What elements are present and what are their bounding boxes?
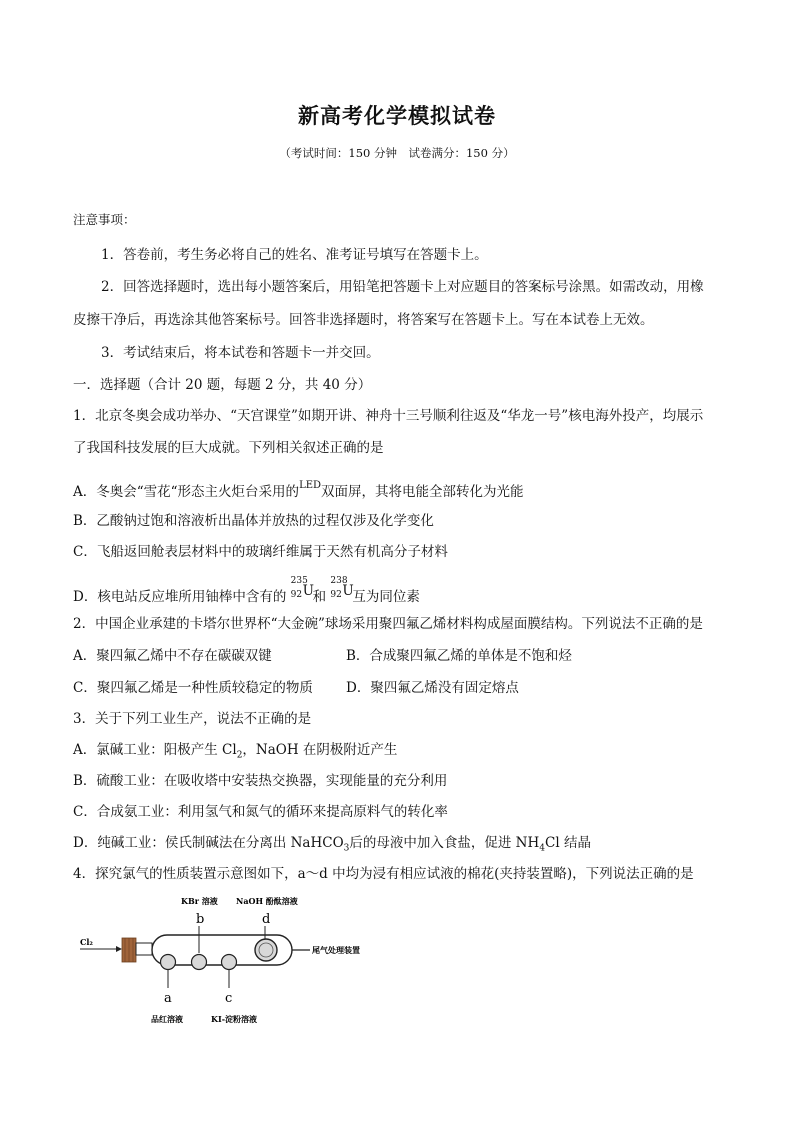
q2-option-c: C．聚四氟乙烯是一种性质较稳定的物质 [73,680,313,696]
q2-option-d: D．聚四氟乙烯没有固定熔点 [346,680,519,696]
tail-gas-label: 尾气处理装置 [312,945,360,955]
q2-stem: 2．中国企业承建的卡塔尔世界杯“大金碗”球场采用聚四氟乙烯材料构成屋面膜结构。下列说法不正确的是 [73,616,703,632]
subscript: 3 [343,843,350,854]
notice-item-2-line-1: 2．回答选择题时，选出每小题答案后，用铅笔把答题卡上对应题目的答案标号涂黑。如需改动，用橡 [101,279,704,295]
notice-heading: 注意事项： [73,212,136,227]
q2-option-a: A．聚四氟乙烯中不存在碳碳双键 [73,648,272,664]
notice-item-2-line-2: 皮擦干净后，再选涂其他答案标号。回答非选择题时，将答案写在答题卡上。写在本试卷上无效。 [73,312,654,328]
q1-option-d-text-end: 互为同位素 [352,589,420,605]
uranium-symbol: U [342,583,354,599]
q1-option-d [73,576,420,605]
q3-option-a [73,738,397,761]
cotton-b [192,955,207,970]
label-d: d [262,912,271,927]
label-magenta-solution: 品红溶液 [151,1014,183,1024]
q1-option-b: B．乙酸钠过饱和溶液析出晶体并放热的过程仅涉及化学变化 [73,513,434,529]
label-naoh-phenolphthalein: NaOH 酚酞溶液 [236,896,298,906]
atomic-number-92: 92 [330,590,342,600]
atomic-number-92: 92 [290,590,303,600]
subscript: 4 [539,843,546,854]
cotton-c [222,955,237,970]
q1-option-a-led: LED [299,480,322,491]
notice-item-3: 3．考试结束后，将本试卷和答题卡一并交回。 [101,345,380,361]
q3-option-d [73,831,591,854]
q3-option-a-text-end: ，NaOH 在阴极附近产生 [242,742,398,758]
q3-option-b: B．硫酸工业：在吸收塔中安装热交换器，实现能量的充分利用 [73,773,448,789]
q1-option-d-text: D．核电站反应堆所用铀棒中含有的 [73,589,287,605]
apparatus-diagram [78,890,378,1030]
label-c: c [225,991,233,1006]
q1-option-c: C．飞船返回舱表层材料中的玻璃纤维属于天然有机高分子材料 [73,544,448,560]
q3-option-c: C．合成氨工业：利用氢气和氮气的循环来提高原料气的转化率 [73,804,448,820]
section-heading: 一．选择题（合计 20 题，每题 2 分，共 40 分） [73,377,372,393]
q3-option-a-text: A．氯碱工业：阳极产生 Cl [73,742,237,758]
q1-option-a-text-end: 双面屏，其将电能全部转化为光能 [321,484,524,500]
inlet-tube [136,943,152,955]
q3-option-d-text-mid: 后的母液中加入食盐，促进 NH [349,835,540,851]
cotton-a [161,955,176,970]
label-b: b [196,912,205,927]
cotton-d [255,939,277,961]
q1-stem-line-2: 了我国科技发展的巨大成就。下列相关叙述正确的是 [73,440,384,456]
label-ki-starch-solution: KI-淀粉溶液 [211,1014,258,1024]
q3-stem: 3．关于下列工业生产，说法不正确的是 [73,711,312,727]
mass-number-238: 238 [330,576,348,586]
inlet-arrowhead [116,946,122,952]
q1-option-a [73,480,524,500]
label-kbr-solution: KBr 溶液 [181,896,218,906]
mass-number-235: 235 [290,576,308,586]
q4-stem: 4．探究氯气的性质装置示意图如下，a～d 中均为浸有相应试液的棉花(夹持装置略)，下列说法正确的是 [73,866,694,882]
exam-info: （考试时间：150 分钟 试卷满分：150 分） [279,146,515,160]
q3-option-d-text: D．纯碱工业：侯氏制碱法在分离出 NaHCO [73,835,344,851]
uranium-symbol: U [302,583,315,599]
q1-stem-line-1: 1．北京冬奥会成功举办、“天宫课堂”如期开讲、神舟十三号顺利往返及“华龙一号”核电海外投产，均展示 [73,408,704,424]
label-a: a [164,991,172,1006]
notice-item-1: 1．答卷前，考生务必将自己的姓名、准考证号填写在答题卡上。 [101,247,488,263]
q3-option-d-text-end: Cl 结晶 [545,835,591,851]
q1-option-a-text: A．冬奥会“雪花“形态主火炬台采用的 [73,484,300,500]
nuclide-u235 [290,576,315,605]
q2-option-b: B．合成聚四氟乙烯的单体是不饱和烃 [346,648,572,664]
q1-option-d-and: 和 [312,589,327,605]
inlet-label: Cl₂ [80,937,93,947]
nuclide-u238 [330,576,354,605]
page-title: 新高考化学模拟试卷 [298,103,496,128]
subscript: 2 [236,750,243,761]
